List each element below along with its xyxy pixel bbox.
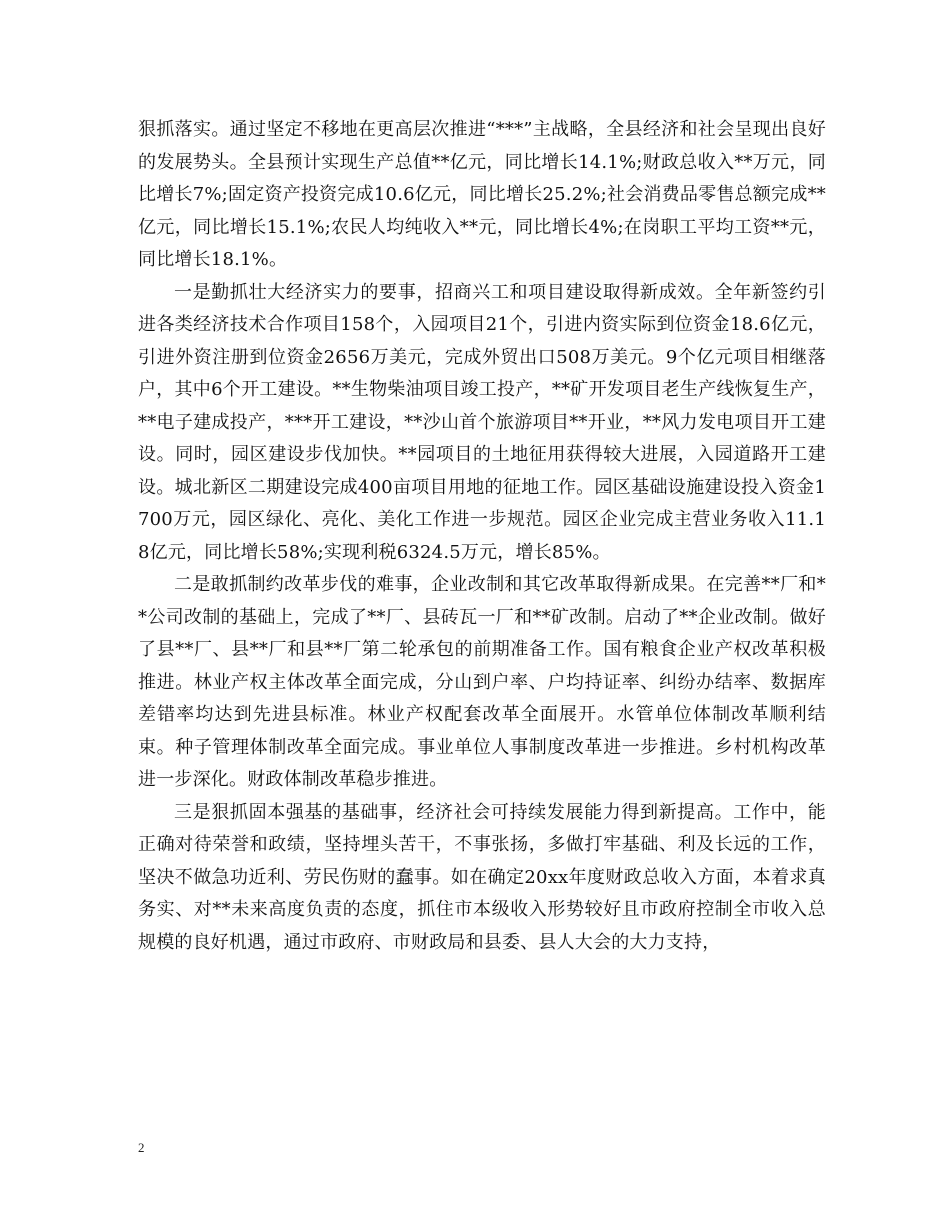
document-body <box>138 114 826 959</box>
page-number: 2 <box>138 1140 145 1155</box>
paragraph-1: 狠抓落实。通过坚定不移地在更高层次推进“***”主战略，全县经济和社会呈现出良好的发展势头。全县预计实现生产总值**亿元，同比增长14.1%;财政总收入**万元，同比增长7%;固定资产投资完成10.6亿元，同比增长25.2%;社会消费品零售总额完成**亿元，同比增长15.1%;农民人均纯收入**元，同比增长4%;在岗职工平均工资**元，同比增长18.1%。 <box>138 119 826 270</box>
paragraph-3: 二是敢抓制约改革步伐的难事，企业改制和其它改革取得新成果。在完善**厂和**公司改制的基础上，完成了**厂、县砖瓦一厂和**矿改制。启动了**企业改制。做好了县**厂、县**厂和县**厂第二轮承包的前期准备工作。国有粮食企业产权改革积极推进。林业产权主体改革全面完成，分山到户率、户均持证率、纠纷办结率、数据库差错率均达到先进县标准。林业产权配套改革全面展开。水管单位体制改革顺利结束。种子管理体制改革全面完成。事业单位人事制度改革进一步推进。乡村机构改革进一步深化。财政体制改革稳步推进。 <box>138 574 826 790</box>
paragraph-2: 一是勤抓壮大经济实力的要事，招商兴工和项目建设取得新成效。全年新签约引进各类经济技术合作项目158个，入园项目21个，引进内资实际到位资金18.6亿元，引进外资注册到位资金2656万美元，完成外贸出口508万美元。9个亿元项目相继落户，其中6个开工建设。**生物柴油项目竣工投产，**矿开发项目老生产线恢复生产，**电子建成投产，***开工建设，**沙山首个旅游项目**开业，**风力发电项目开工建设。同时，园区建设步伐加快。**园项目的土地征用获得较大进展，入园道路开工建设。城北新区二期建设完成400亩项目用地的征地工作。园区基础设施建设投入资金1700万元，园区绿化、亮化、美化工作进一步规范。园区企业完成主营业务收入11.18亿元，同比增长58%;实现利税6324.5万元，增长85%。 <box>138 281 826 563</box>
paragraph-4: 三是狠抓固本强基的基础事，经济社会可持续发展能力得到新提高。工作中，能正确对待荣誉和政绩，坚持埋头苦干，不事张扬，多做打牢基础、利及长远的工作，坚决不做急功近利、劳民伤财的蠢事。如在确定20xx年度财政总收入方面，本着求真务实、对**未来高度负责的态度，抓住市本级收入形势较好且市政府控制全市收入总规模的良好机遇，通过市政府、市财政局和县委、县人大会的大力支持， <box>138 801 826 953</box>
